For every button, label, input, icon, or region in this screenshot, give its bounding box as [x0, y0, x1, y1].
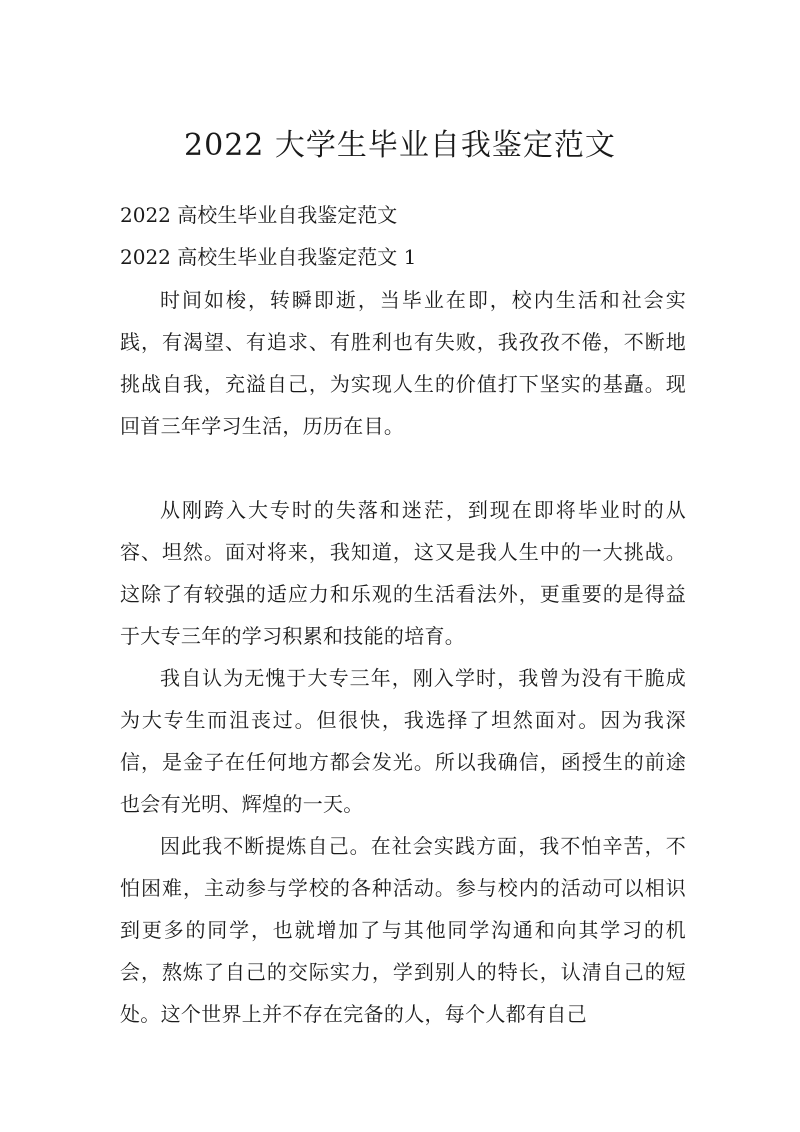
- subtitle-line-2: 2022 高校生毕业自我鉴定范文 1: [120, 245, 417, 269]
- document-title: 2022 大学生毕业自我鉴定范文: [184, 128, 616, 163]
- paragraph-2: 从刚跨入大专时的失落和迷茫，到现在即将毕业时的从容、坦然。面对将来，我知道，这又是我人生中的一大挑战。这除了有较强的适应力和乐观的生活看法外，更重要的是得益于大专三年的学习积累和技能的培育。: [120, 498, 686, 648]
- paragraph-3: 我自认为无愧于大专三年，刚入学时，我曾为没有干脆成为大专生而沮丧过。但很快，我选择了坦然面对。因为我深信，是金子在任何地方都会发光。所以我确信，函授生的前途也会有光明、辉煌的一天。: [120, 666, 686, 816]
- paragraph-1: 时间如梭，转瞬即逝，当毕业在即，校内生活和社会实践，有渴望、有追求、有胜利也有失败，我孜孜不倦，不断地挑战自我，充溢自己，为实现人生的价值打下坚实的基矗。现回首三年学习生活，历历在目。: [120, 288, 686, 438]
- subtitle-line-1: 2022 高校生毕业自我鉴定范文: [120, 203, 398, 227]
- paragraph-4: 因此我不断提炼自己。在社会实践方面，我不怕辛苦，不怕困难，主动参与学校的各种活动。参与校内的活动可以相识到更多的同学，也就增加了与其他同学沟通和向其学习的机会，熬炼了自己的交际实力，学到别人的特长，认清自己的短处。这个世界上并不存在完备的人，每个人都有自己: [120, 834, 686, 1026]
